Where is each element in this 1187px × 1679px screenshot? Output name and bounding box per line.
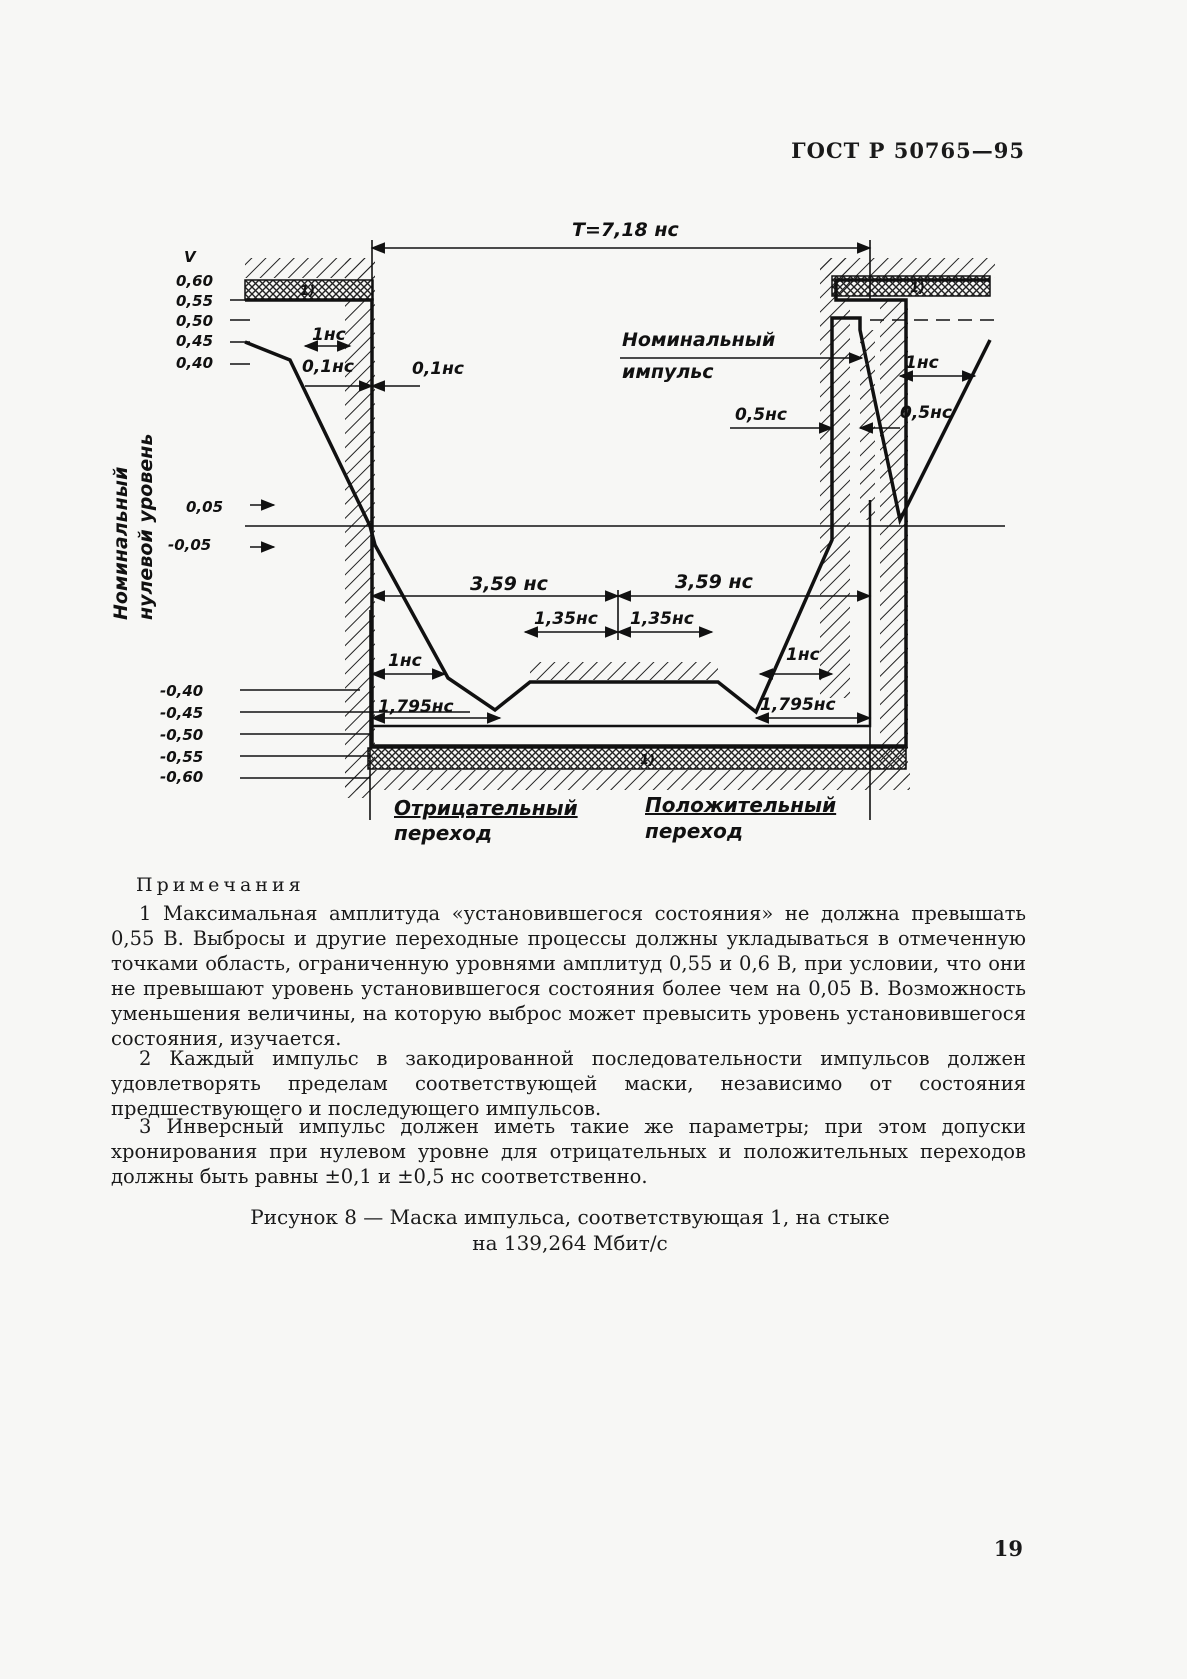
level-label: 0,60 — [176, 272, 214, 290]
svg-text:1нс: 1нс — [388, 651, 422, 671]
figure-caption — [110, 1204, 1030, 1256]
note-3: 3 Инверсный импульс должен иметь такие же параметры; при этом допуски хронирования при нулевом уровне для отрицательных и положительных переходов должны быть равны ±0,1 и ±0,5 нс соответственно. — [111, 1115, 1026, 1188]
svg-text:1,795нс: 1,795нс — [760, 695, 836, 715]
svg-text:переход: переход — [394, 821, 493, 845]
level-label: 0,50 — [176, 312, 214, 330]
note-2: 2 Каждый импульс в закодированной последовательности импульсов должен удовлетворять пределам соответствующей маски, независимо от состояния предшествующего и последующего импульсов. — [111, 1047, 1026, 1120]
svg-text:1,795нс: 1,795нс — [378, 697, 454, 717]
period-label: T=7,18 нс — [572, 219, 679, 241]
svg-text:переход: переход — [645, 819, 744, 843]
level-label: -0,60 — [160, 768, 204, 786]
svg-text:нулевой уровень: нулевой уровень — [135, 433, 157, 620]
negative-transition-label: Отрицательный — [394, 796, 578, 820]
level-label: -0,05 — [168, 536, 212, 554]
document-header: ГОСТ Р 50765—95 — [791, 138, 1025, 163]
positive-transition-label: Положительный — [645, 793, 837, 817]
level-label: -0,50 — [160, 726, 204, 744]
voltage-level-labels — [160, 248, 223, 786]
level-label: -0,40 — [160, 682, 204, 700]
level-label: 0,05 — [186, 498, 224, 516]
nominal-pulse-label: Номинальный — [622, 329, 776, 351]
svg-text:1): 1) — [300, 284, 315, 299]
svg-text:1): 1) — [640, 753, 655, 768]
svg-text:1нс: 1нс — [905, 353, 939, 373]
nominal-zero-level-label — [110, 434, 157, 620]
svg-text:0,5нс: 0,5нс — [735, 405, 787, 425]
svg-text:3,59 нс: 3,59 нс — [675, 571, 753, 593]
svg-text:1,35нс: 1,35нс — [630, 609, 694, 629]
level-label: 0,45 — [176, 332, 214, 350]
svg-text:Номинальный: Номинальный — [110, 466, 132, 620]
svg-text:0,1нс: 0,1нс — [302, 357, 354, 377]
notes-title: Примечания — [136, 874, 305, 896]
level-label: -0,55 — [160, 748, 204, 766]
svg-text:0,1нс: 0,1нс — [412, 359, 464, 379]
note-1: 1 Максимальная амплитуда «установившегося состояния» не должна превышать 0,55 В. Выбросы и другие переходные процессы должны укладываться в отмеченную точками область, ограниченную уровнями амплитуд 0,55 и 0,6 В, при условии, что они не превышают уровень установившегося состояния более чем на 0,05 В. Возможность уменьшения величины, на которую выброс может превысить уровень установившегося состояния, изучается. — [111, 902, 1026, 1050]
caption-line-2: на 139,264 Мбит/с — [472, 1231, 668, 1255]
svg-text:импульс: импульс — [622, 361, 714, 383]
v-unit-label: V — [184, 248, 196, 266]
svg-text:0,5нс: 0,5нс — [900, 403, 952, 423]
caption-line-1: Рисунок 8 — Маска импульса, соответствующая 1, на стыке — [250, 1205, 890, 1229]
transition-labels — [394, 793, 836, 845]
svg-text:1нс: 1нс — [312, 325, 346, 345]
level-label: 0,55 — [176, 292, 214, 310]
svg-text:1нс: 1нс — [786, 645, 820, 665]
level-label: 0,40 — [176, 354, 214, 372]
level-label: -0,45 — [160, 704, 204, 722]
svg-text:1): 1) — [910, 281, 925, 296]
page-number: 19 — [993, 1536, 1023, 1561]
svg-text:3,59 нс: 3,59 нс — [470, 573, 548, 595]
mask-outer-hatching — [245, 258, 995, 798]
svg-text:1,35нс: 1,35нс — [534, 609, 598, 629]
